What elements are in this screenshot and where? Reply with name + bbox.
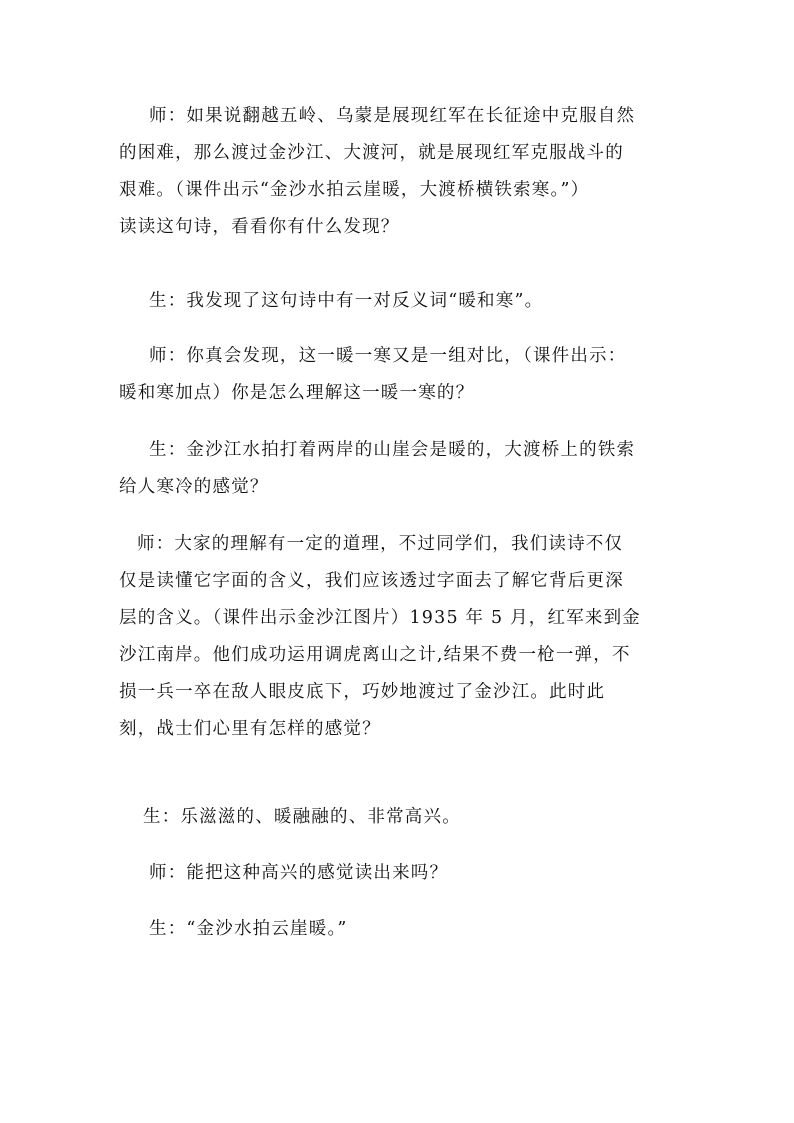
text-line: 师：能把这种高兴的感觉读出来吗？ xyxy=(149,863,449,883)
text-line: 生：乐滋滋的、暖融融的、非常高兴。 xyxy=(143,807,461,827)
text-line: 生：我发现了这句诗中有一对反义词“暖和寒”。 xyxy=(149,291,544,311)
text-line: 层的含义。（课件出示金沙江图片）1935 年 5 月，红军来到金 xyxy=(119,608,642,628)
paragraph-teacher-3 xyxy=(119,526,641,748)
paragraph-student-1 xyxy=(149,283,543,320)
paragraph-student-2 xyxy=(119,432,635,506)
text-line: 师：你真会发现，这一暖一寒又是一组对比，（课件出示： xyxy=(149,346,627,366)
text-line: 仅是读懂它字面的含义，我们应该透过字面去了解它背后更深 xyxy=(119,571,624,591)
text-line: 的困难，那么渡过金沙江、大渡河，就是展现红军克服战斗的 xyxy=(119,143,624,163)
paragraph-student-3 xyxy=(143,799,461,836)
text-line: 艰难。（课件出示“金沙水拍云崖暖，大渡桥横铁索寒。”） xyxy=(119,180,590,200)
text-line: 损一兵一卒在敌人眼皮底下，巧妙地渡过了金沙江。此时此 xyxy=(119,682,606,702)
paragraph-teacher-1 xyxy=(119,98,635,246)
text-line: 读读这句诗，看看你有什么发现？ xyxy=(119,217,400,237)
text-line: 沙江南岸。他们成功运用调虎离山之计,结果不费一枪一弹，不 xyxy=(119,645,631,665)
text-line: 生：金沙江水拍打着两岸的山崖会是暖的，大渡桥上的铁索 xyxy=(149,440,636,460)
text-line: 师：大家的理解有一定的道理，不过同学们，我们读诗不仅 xyxy=(137,534,624,554)
text-line: 生：“金沙水拍云崖暖。” xyxy=(149,919,348,939)
paragraph-teacher-2 xyxy=(119,338,626,412)
text-line: 暖和寒加点）你是怎么理解这一暖一寒的？ xyxy=(119,383,475,403)
paragraph-student-4 xyxy=(149,911,348,948)
paragraph-teacher-4 xyxy=(149,855,448,892)
text-line: 师：如果说翻越五岭、乌蒙是展现红军在长征途中克服自然 xyxy=(149,106,636,126)
text-line: 给人寒冷的感觉？ xyxy=(119,477,269,497)
text-line: 刻，战士们心里有怎样的感觉？ xyxy=(119,719,381,739)
